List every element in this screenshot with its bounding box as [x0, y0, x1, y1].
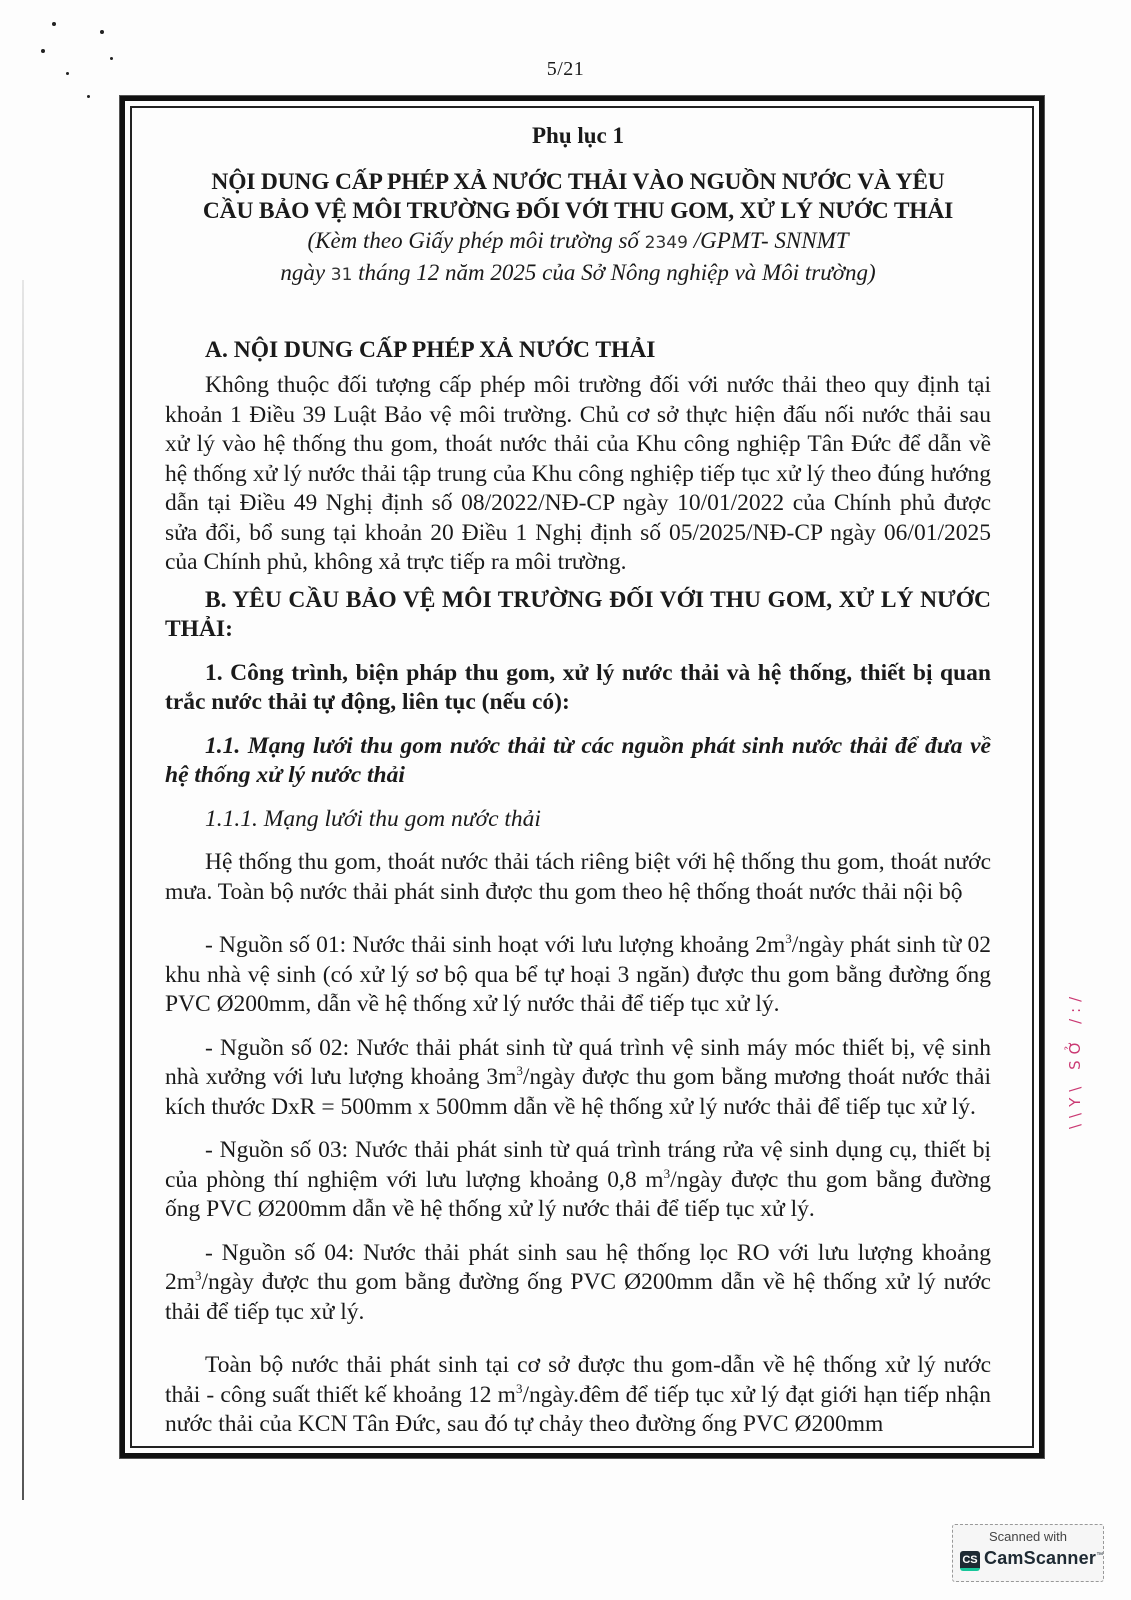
scan-speck [41, 49, 45, 53]
date-prefix: ngày [280, 259, 331, 285]
superscript: 3 [785, 931, 792, 947]
superscript: 3 [663, 1165, 671, 1181]
source-text: - Nguồn số 01: Nước thải sinh hoạt với lưu lượng khoảng 2m [205, 932, 786, 958]
subtitle-date [165, 258, 991, 290]
source-item [165, 1034, 991, 1123]
section-a-heading: A. NỘI DUNG CẤP PHÉP XẢ NƯỚC THẢI [205, 336, 656, 363]
title-line-1: NỘI DUNG CẤP PHÉP XẢ NƯỚC THẢI VÀO NGUỒN NƯỚC VÀ YÊU [211, 168, 945, 195]
date-suffix: tháng 12 năm 2025 của Sở Nông nghiệp và Môi trường) [352, 259, 876, 285]
superscript: 3 [195, 1268, 202, 1284]
item-1-heading: 1. Công trình, biện pháp thu gom, xử lý nước thải và hệ thống, thiết bị quan trắc nước thải tự động, liên tục (nếu có): [165, 659, 991, 715]
badge-brand-name [984, 1548, 1103, 1569]
subtitle-permit [165, 226, 991, 258]
superscript: 3 [515, 1380, 523, 1396]
scan-speck [52, 22, 56, 26]
item-1-1-heading: 1.1. Mạng lưới thu gom nước thải từ các nguồn phát sinh nước thải để đưa về hệ thống xử lý nước thải [165, 732, 991, 788]
source-item [165, 1136, 991, 1225]
section-a-paragraph: Không thuộc đối tượng cấp phép môi trường đối với nước thải theo quy định tại khoản 1 Điều 39 Luật Bảo vệ môi trường. Chủ cơ sở thực hiện đấu nối nước thải sau xử lý vào hệ thống thu gom, thoát nước thải của Khu công nghiệp Tân Đức để dẫn về hệ thống xử lý nước thải tập trung của Khu công nghiệp tiếp tục xử lý theo đúng hướng dẫn tại Điều 49 Nghị định số 08/2022/NĐ-CP ngày 10/01/2022 của Chính phủ được sửa đổi, bổ sung tại khoản 20 Điều 1 Nghị định số 05/2025/NĐ-CP ngày 06/01/2025 của Chính phủ, không xả trực tiếp ra môi trường. [165, 372, 991, 575]
brand-text: CamScanner [984, 1548, 1097, 1568]
date-day-handwritten: 31 [330, 264, 353, 285]
source-text: /ngày được thu gom bằng đường ống PVC Ø200mm dẫn về hệ thống xử lý nước thải để tiếp tục xử lý. [165, 1166, 991, 1222]
page-number: 5/21 [546, 58, 585, 80]
scan-speck [87, 95, 90, 98]
trademark-symbol: ™ [1096, 1552, 1104, 1559]
subtitle-suffix: /GPMT- SNNMT [687, 227, 849, 253]
document-body [165, 121, 991, 1440]
document-frame [120, 96, 1044, 1458]
source-text: /ngày được thu gom bằng mương thoát nước thải kích thước DxR = 500mm x 500mm dẫn về hệ thống xử lý nước thải để tiếp tục xử lý. [165, 1064, 992, 1120]
source-text: /ngày được thu gom bằng đường ống PVC Ø200mm dẫn về hệ thống xử lý nước thải để tiếp tục xử lý. [165, 1269, 991, 1325]
badge-scanned-with: Scanned with [988, 1529, 1068, 1544]
closing-text: Toàn bộ nước thải phát sinh tại cơ sở được thu gom-dẫn về hệ thống xử lý nước thải - công suất thiết kế khoảng 12 m [165, 1352, 991, 1408]
title-line-2: CẦU BẢO VỆ MÔI TRƯỜNG ĐỐI VỚI THU GOM, XỬ LÝ NƯỚC THẢI [202, 197, 954, 224]
camscanner-badge [952, 1524, 1104, 1582]
appendix-label: Phụ lục 1 [531, 123, 625, 148]
section-b-heading: B. YÊU CẦU BẢO VỆ MÔI TRƯỜNG ĐỐI VỚI THU GOM, XỬ LÝ NƯỚC THẢI: [165, 586, 991, 642]
collection-intro: Hệ thống thu gom, thoát nước thải tách riêng biệt với hệ thống thu gom, thoát nước mưa. Toàn bộ nước thải phát sinh được thu gom theo hệ thống thoát nước thải nội bộ [165, 849, 991, 905]
scan-speck [100, 30, 104, 34]
source-item [165, 1239, 991, 1328]
camscanner-logo-icon: CS [960, 1551, 980, 1571]
subtitle-prefix: (Kèm theo Giấy phép môi trường số [307, 227, 645, 253]
closing-text: /ngày.đêm để tiếp tục xử lý đạt giới hạn tiếp nhận nước thải của KCN Tân Đức, sau đó tự chảy theo đường ống PVC Ø200mm [165, 1381, 991, 1437]
source-text: - Nguồn số 03: Nước thải phát sinh từ quá trình tráng rửa vệ sinh dụng cụ, thiết bị của phòng thí nghiệm với lưu lượng khoảng 0,8 m [165, 1137, 991, 1193]
superscript: 3 [516, 1063, 523, 1079]
source-item [165, 931, 991, 1020]
source-text: - Nguồn số 02: Nước thải phát sinh từ quá trình vệ sinh máy móc thiết bị, vệ sinh nhà xưởng với lưu lượng khoảng 3m [165, 1034, 991, 1090]
source-text: /ngày phát sinh từ 02 khu nhà vệ sinh (có xử lý sơ bộ qua bể tự hoại 3 ngăn) được thu gom bằng đường ống PVC Ø200mm, dẫn về hệ thống xử lý nước thải để tiếp tục xử lý. [165, 932, 991, 1017]
scan-edge-line [22, 280, 24, 1500]
source-text: - Nguồn số 04: Nước thải phát sinh sau hệ thống lọc RO với lưu lượng khoảng 2m [165, 1239, 991, 1295]
item-1-1-1-heading: 1.1.1. Mạng lưới thu gom nước thải [205, 805, 541, 832]
closing-paragraph [165, 1351, 991, 1440]
red-margin-stamp: \\Y\ SỞ /:/ [1066, 990, 1084, 1130]
permit-number-handwritten: 2349 [644, 232, 688, 253]
